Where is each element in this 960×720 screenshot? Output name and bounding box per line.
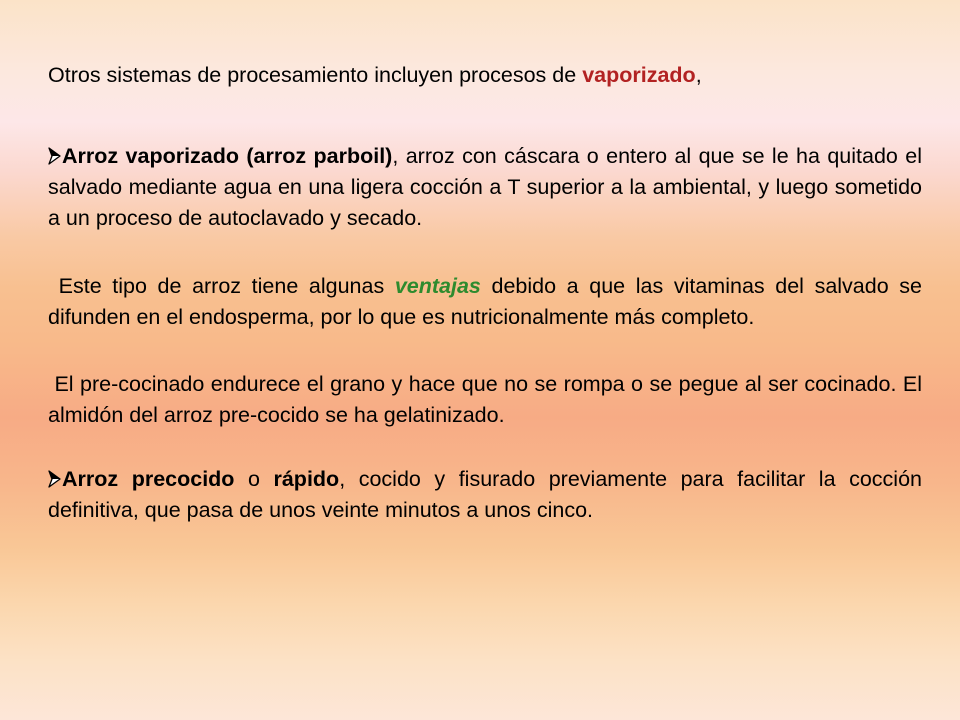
intro-paragraph — [48, 60, 922, 91]
precocinado-paragraph — [48, 369, 922, 431]
bullet-arroz-vaporizado — [48, 141, 922, 234]
arroz-precocido-term: Arroz precocido — [62, 467, 235, 491]
intro-text: Otros sistemas de procesamiento incluyen procesos de — [48, 63, 583, 87]
intro-tail: , — [695, 63, 702, 87]
ventajas-pre: Este tipo de arroz tiene algunas — [58, 274, 395, 298]
rapido-term: rápido — [273, 467, 340, 491]
arroz-precocido-text: , cocido y fisurado previamente para facilitar la cocción definitiva, que pasa de unos veinte minutos a unos cinco. — [48, 467, 922, 522]
arroz-vaporizado-text: , arroz con cáscara o entero al que se le ha quitado el salvado mediante agua en una ligera cocción a T superior a la ambiental, y luego sometido a un proceso de autoclavado y secado. — [48, 144, 922, 230]
arrowhead-bullet-icon — [48, 146, 61, 166]
ventajas-paragraph — [48, 271, 922, 333]
precocinado-text: El pre-cocinado endurece el grano y hace que no se rompa o se pegue al ser cocinado. El almidón del arroz pre-cocido se ha gelatinizado. — [48, 372, 922, 427]
arrowhead-bullet-icon — [48, 469, 61, 489]
precocido-connector: o — [234, 467, 274, 491]
arroz-vaporizado-term: Arroz vaporizado (arroz parboil) — [62, 144, 393, 168]
vaporizado-highlight: vaporizado — [582, 63, 696, 87]
ventajas-post: debido a que las vitaminas del salvado se difunden en el endosperma, por lo que es nutricionalmente más completo. — [48, 274, 922, 329]
ventajas-highlight: ventajas — [394, 274, 481, 298]
bullet-arroz-precocido — [48, 464, 922, 526]
